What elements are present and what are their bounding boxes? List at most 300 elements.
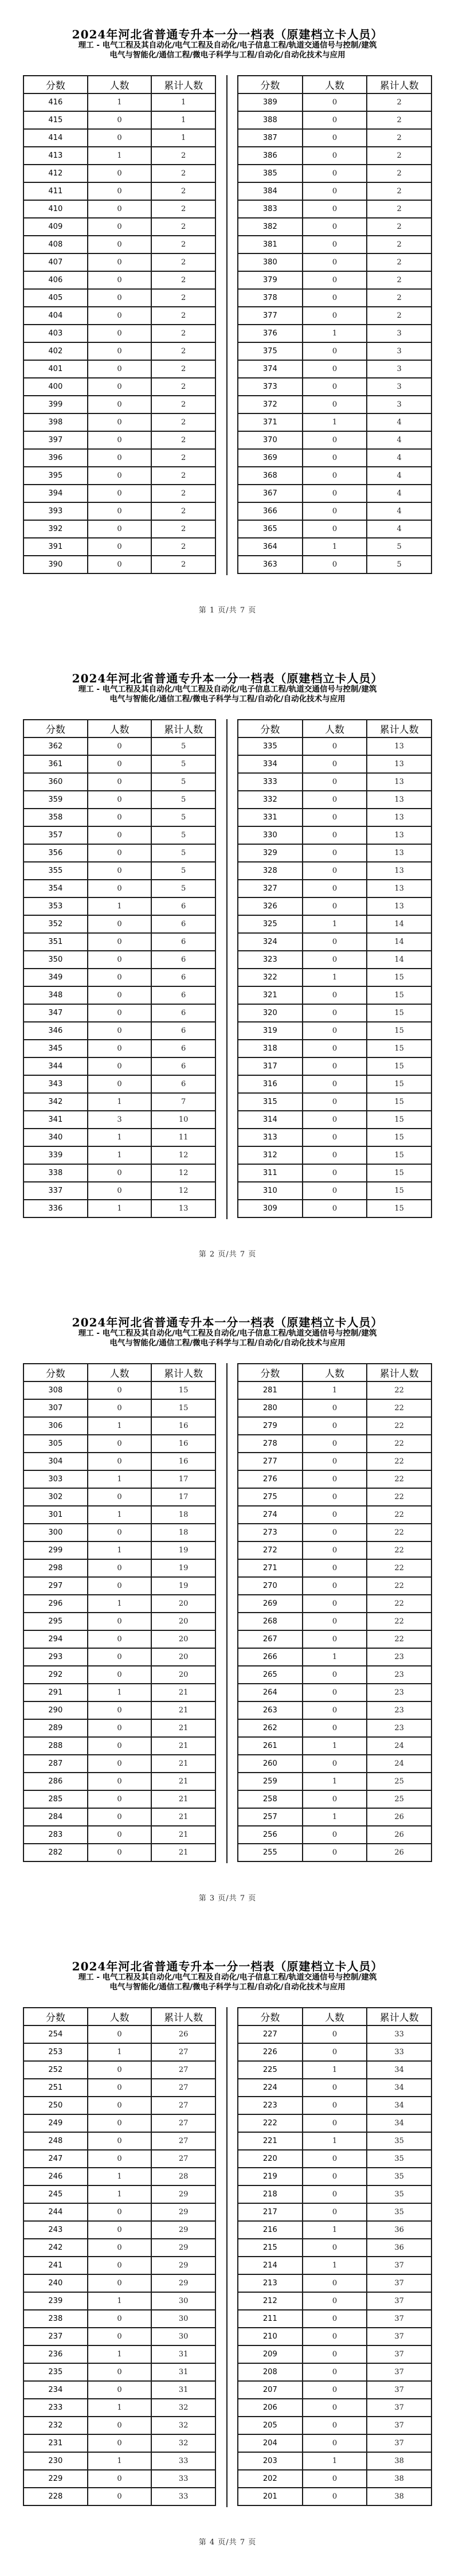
count-cell: 0: [303, 1093, 367, 1111]
score-cell: 299: [23, 1541, 88, 1559]
table-row: [23, 129, 215, 147]
table-row: [23, 2417, 215, 2434]
cumulative-cell: 5: [151, 880, 215, 897]
score-cell: 306: [23, 1417, 88, 1435]
count-cell: 0: [88, 1453, 152, 1470]
cumulative-cell: 6: [151, 1040, 215, 1057]
count-cell: 0: [303, 1488, 367, 1506]
cumulative-cell: 15: [367, 1129, 432, 1146]
header-row: [238, 720, 432, 737]
cumulative-cell: 4: [367, 485, 432, 502]
count-cell: 0: [88, 538, 152, 556]
cumulative-cell: 35: [367, 2132, 432, 2150]
cumulative-cell: 26: [151, 2025, 215, 2043]
score-cell: 316: [238, 1075, 303, 1093]
score-cell: 379: [238, 271, 303, 289]
count-cell: 0: [303, 1666, 367, 1684]
count-cell: 0: [88, 755, 152, 773]
count-cell: 1: [303, 325, 367, 342]
score-cell: 354: [23, 880, 88, 897]
col-header-cumulative: 累计人数: [151, 720, 215, 737]
count-cell: 0: [303, 2399, 367, 2417]
table-row: [23, 1146, 215, 1164]
table-row: [23, 773, 215, 791]
table-row: [23, 182, 215, 200]
score-cell: 375: [238, 342, 303, 360]
doc-subtitle-line2: 电气与智能化/通信工程/微电子科学与工程/自动化/自动化技术与应用: [109, 694, 346, 704]
table-row: [238, 1129, 432, 1146]
score-cell: 380: [238, 253, 303, 271]
cumulative-cell: 22: [367, 1435, 432, 1453]
table-divider: [226, 2007, 227, 2507]
table-row: [23, 755, 215, 773]
score-table-left: [23, 1363, 216, 1862]
score-cell: 290: [23, 1701, 88, 1719]
table-row: [23, 2114, 215, 2132]
count-cell: 1: [88, 2452, 152, 2470]
count-cell: 0: [303, 467, 367, 485]
table-row: [23, 1200, 215, 1217]
table-row: [238, 2061, 432, 2079]
table-row: [238, 969, 432, 986]
count-cell: 0: [303, 755, 367, 773]
page-footer: 第 1 页/共 7 页: [198, 606, 257, 615]
score-cell: 274: [238, 1506, 303, 1524]
table-row: [238, 1040, 432, 1057]
score-cell: 406: [23, 271, 88, 289]
col-header-count: 人数: [88, 2008, 152, 2025]
table-row: [238, 502, 432, 520]
col-header-count: 人数: [88, 1364, 152, 1381]
score-cell: 278: [238, 1435, 303, 1453]
table-row: [23, 236, 215, 253]
cumulative-cell: 21: [151, 1808, 215, 1826]
score-cell: 208: [238, 2363, 303, 2381]
table-row: [23, 449, 215, 467]
table-row: [238, 342, 432, 360]
cumulative-cell: 38: [367, 2488, 432, 2505]
table-row: [23, 2025, 215, 2043]
table-row: [238, 1093, 432, 1111]
table-row: [23, 1701, 215, 1719]
page-2: [0, 644, 455, 1288]
count-cell: 0: [88, 880, 152, 897]
score-cell: 268: [238, 1613, 303, 1630]
table-row: [238, 1417, 432, 1435]
score-cell: 219: [238, 2168, 303, 2185]
score-cell: 344: [23, 1057, 88, 1075]
count-cell: 0: [88, 1075, 152, 1093]
col-header-count: 人数: [303, 76, 367, 93]
count-cell: 0: [303, 147, 367, 165]
score-cell: 412: [23, 165, 88, 182]
count-cell: 0: [303, 1129, 367, 1146]
score-cell: 289: [23, 1719, 88, 1737]
table-row: [23, 111, 215, 129]
score-cell: 353: [23, 897, 88, 915]
table-row: [238, 2203, 432, 2221]
score-cell: 325: [238, 915, 303, 933]
count-cell: 1: [88, 1146, 152, 1164]
count-cell: 0: [303, 1559, 367, 1577]
table-row: [238, 1399, 432, 1417]
cumulative-cell: 11: [151, 1129, 215, 1146]
count-cell: 0: [88, 218, 152, 236]
score-cell: 314: [238, 1111, 303, 1129]
table-divider: [226, 719, 227, 1219]
count-cell: 0: [303, 2203, 367, 2221]
doc-subtitle-line1: 理工 - 电气工程及其自动化/电气工程及自动化/电子信息工程/轨道交通信号与控制/建筑: [78, 41, 377, 50]
table-row: [23, 467, 215, 485]
table-row: [23, 2150, 215, 2168]
score-cell: 414: [23, 129, 88, 147]
score-cell: 213: [238, 2274, 303, 2292]
count-cell: 0: [303, 1057, 367, 1075]
count-cell: 0: [88, 236, 152, 253]
table-row: [23, 538, 215, 556]
cumulative-cell: 37: [367, 2417, 432, 2434]
score-table-left: [23, 75, 216, 574]
score-cell: 287: [23, 1755, 88, 1773]
count-cell: 0: [88, 182, 152, 200]
score-table-left: [23, 719, 216, 1218]
table-row: [238, 844, 432, 862]
cumulative-cell: 6: [151, 1022, 215, 1040]
score-cell: 281: [238, 1381, 303, 1399]
count-cell: 0: [88, 1613, 152, 1630]
table-row: [23, 1453, 215, 1470]
cumulative-cell: 36: [367, 2221, 432, 2239]
page-3: [0, 1288, 455, 1932]
score-cell: 231: [23, 2434, 88, 2452]
cumulative-cell: 23: [367, 1648, 432, 1666]
table-row: [238, 2274, 432, 2292]
cumulative-cell: 29: [151, 2203, 215, 2221]
table-row: [23, 969, 215, 986]
score-cell: 291: [23, 1684, 88, 1701]
cumulative-cell: 2: [367, 271, 432, 289]
table-row: [23, 1022, 215, 1040]
count-cell: 0: [303, 1541, 367, 1559]
table-row: [238, 538, 432, 556]
cumulative-cell: 21: [151, 1790, 215, 1808]
table-row: [23, 791, 215, 809]
count-cell: 0: [303, 1577, 367, 1595]
table-row: [238, 1613, 432, 1630]
cumulative-cell: 13: [367, 737, 432, 755]
score-cell: 300: [23, 1524, 88, 1541]
cumulative-cell: 20: [151, 1613, 215, 1630]
table-row: [238, 396, 432, 413]
score-cell: 206: [238, 2399, 303, 2417]
score-cell: 377: [238, 307, 303, 325]
count-cell: 0: [88, 1790, 152, 1808]
score-cell: 297: [23, 1577, 88, 1595]
score-cell: 315: [238, 1093, 303, 1111]
score-cell: 386: [238, 147, 303, 165]
count-cell: 0: [303, 2168, 367, 2185]
cumulative-cell: 35: [367, 2185, 432, 2203]
count-cell: 0: [88, 2434, 152, 2452]
doc-title: 2024年河北省普通专升本一分一档表（原建档立卡人员）: [72, 672, 383, 685]
table-row: [23, 1417, 215, 1435]
count-cell: 0: [303, 1701, 367, 1719]
score-cell: 402: [23, 342, 88, 360]
score-cell: 253: [23, 2043, 88, 2061]
cumulative-cell: 3: [367, 396, 432, 413]
count-cell: 0: [88, 289, 152, 307]
count-cell: 0: [88, 502, 152, 520]
score-cell: 400: [23, 378, 88, 396]
cumulative-cell: 31: [151, 2345, 215, 2363]
cumulative-cell: 4: [367, 413, 432, 431]
cumulative-cell: 4: [367, 502, 432, 520]
table-row: [238, 129, 432, 147]
score-cell: 350: [23, 951, 88, 969]
score-cell: 212: [238, 2292, 303, 2310]
score-cell: 307: [23, 1399, 88, 1417]
count-cell: 0: [88, 1040, 152, 1057]
count-cell: 0: [88, 1164, 152, 1182]
score-cell: 240: [23, 2274, 88, 2292]
table-row: [23, 2168, 215, 2185]
cumulative-cell: 21: [151, 1773, 215, 1790]
cumulative-cell: 37: [367, 2363, 432, 2381]
header-row: [238, 2008, 432, 2025]
score-cell: 374: [238, 360, 303, 378]
cumulative-cell: 6: [151, 1004, 215, 1022]
table-row: [23, 1075, 215, 1093]
table-row: [238, 1648, 432, 1666]
table-row: [23, 862, 215, 880]
cumulative-cell: 1: [151, 129, 215, 147]
count-cell: 0: [88, 111, 152, 129]
doc-subtitle-line2: 电气与智能化/通信工程/微电子科学与工程/自动化/自动化技术与应用: [109, 1982, 346, 1992]
cumulative-cell: 2: [151, 467, 215, 485]
cumulative-cell: 27: [151, 2097, 215, 2114]
count-cell: 0: [88, 431, 152, 449]
cumulative-cell: 23: [367, 1701, 432, 1719]
count-cell: 0: [88, 2079, 152, 2097]
score-cell: 305: [23, 1435, 88, 1453]
score-cell: 286: [23, 1773, 88, 1790]
score-cell: 228: [23, 2488, 88, 2505]
score-cell: 266: [238, 1648, 303, 1666]
cumulative-cell: 20: [151, 1630, 215, 1648]
table-row: [238, 236, 432, 253]
table-row: [238, 413, 432, 431]
count-cell: 1: [88, 897, 152, 915]
table-row: [23, 1737, 215, 1755]
count-cell: 0: [88, 342, 152, 360]
table-row: [238, 2114, 432, 2132]
count-cell: 1: [303, 2221, 367, 2239]
cumulative-cell: 2: [151, 200, 215, 218]
score-cell: 357: [23, 826, 88, 844]
table-row: [23, 2274, 215, 2292]
cumulative-cell: 34: [367, 2114, 432, 2132]
count-cell: 0: [303, 2043, 367, 2061]
count-cell: 0: [303, 897, 367, 915]
col-header-count: 人数: [88, 76, 152, 93]
count-cell: 0: [88, 1399, 152, 1417]
score-cell: 201: [238, 2488, 303, 2505]
cumulative-cell: 6: [151, 986, 215, 1004]
table-row: [23, 218, 215, 236]
cumulative-cell: 23: [367, 1684, 432, 1701]
count-cell: 0: [303, 1595, 367, 1613]
table-row: [23, 1435, 215, 1453]
cumulative-cell: 22: [367, 1453, 432, 1470]
table-row: [23, 1040, 215, 1057]
count-cell: 0: [303, 1826, 367, 1844]
cumulative-cell: 35: [367, 2150, 432, 2168]
count-cell: 0: [303, 396, 367, 413]
score-cell: 341: [23, 1111, 88, 1129]
cumulative-cell: 5: [367, 556, 432, 573]
table-row: [23, 2061, 215, 2079]
cumulative-cell: 12: [151, 1164, 215, 1182]
col-header-score: 分数: [238, 2008, 303, 2025]
cumulative-cell: 2: [367, 200, 432, 218]
count-cell: 0: [303, 1524, 367, 1541]
score-cell: 233: [23, 2399, 88, 2417]
cumulative-cell: 2: [151, 556, 215, 573]
cumulative-cell: 24: [367, 1737, 432, 1755]
table-row: [238, 307, 432, 325]
cumulative-cell: 27: [151, 2061, 215, 2079]
table-row: [238, 2452, 432, 2470]
col-header-score: 分数: [238, 76, 303, 93]
score-cell: 271: [238, 1559, 303, 1577]
score-cell: 397: [23, 431, 88, 449]
score-cell: 327: [238, 880, 303, 897]
cumulative-cell: 32: [151, 2417, 215, 2434]
count-cell: 1: [303, 2257, 367, 2274]
cumulative-cell: 13: [367, 755, 432, 773]
cumulative-cell: 15: [367, 986, 432, 1004]
count-cell: 0: [88, 1701, 152, 1719]
count-cell: 1: [303, 1648, 367, 1666]
score-cell: 204: [238, 2434, 303, 2452]
count-cell: 0: [88, 2097, 152, 2114]
cumulative-cell: 34: [367, 2079, 432, 2097]
score-cell: 323: [238, 951, 303, 969]
cumulative-cell: 5: [151, 755, 215, 773]
table-row: [238, 1022, 432, 1040]
cumulative-cell: 36: [367, 2239, 432, 2257]
cumulative-cell: 15: [367, 1182, 432, 1200]
col-header-score: 分数: [238, 1364, 303, 1381]
score-cell: 385: [238, 165, 303, 182]
cumulative-cell: 27: [151, 2132, 215, 2150]
score-cell: 340: [23, 1129, 88, 1146]
cumulative-cell: 1: [151, 111, 215, 129]
count-cell: 0: [303, 2185, 367, 2203]
cumulative-cell: 21: [151, 1719, 215, 1737]
count-cell: 0: [88, 2203, 152, 2221]
table-row: [23, 1488, 215, 1506]
score-cell: 398: [23, 413, 88, 431]
score-cell: 209: [238, 2345, 303, 2363]
table-row: [23, 307, 215, 325]
score-cell: 373: [238, 378, 303, 396]
count-cell: 0: [303, 2488, 367, 2505]
cumulative-cell: 2: [151, 253, 215, 271]
table-row: [238, 520, 432, 538]
cumulative-cell: 13: [367, 791, 432, 809]
table-row: [23, 1093, 215, 1111]
count-cell: 0: [303, 1435, 367, 1453]
table-divider: [226, 75, 227, 575]
doc-title: 2024年河北省普通专升本一分一档表（原建档立卡人员）: [72, 1960, 383, 1973]
table-row: [23, 1470, 215, 1488]
score-cell: 285: [23, 1790, 88, 1808]
cumulative-cell: 34: [367, 2061, 432, 2079]
table-row: [23, 1164, 215, 1182]
score-cell: 237: [23, 2328, 88, 2345]
score-cell: 215: [238, 2239, 303, 2257]
score-cell: 319: [238, 1022, 303, 1040]
count-cell: 1: [303, 1381, 367, 1399]
cumulative-cell: 37: [367, 2328, 432, 2345]
table-row: [238, 218, 432, 236]
count-cell: 0: [88, 951, 152, 969]
score-cell: 279: [238, 1417, 303, 1435]
table-row: [23, 1719, 215, 1737]
cumulative-cell: 27: [151, 2150, 215, 2168]
count-cell: 0: [303, 307, 367, 325]
count-cell: 0: [88, 360, 152, 378]
count-cell: 0: [88, 969, 152, 986]
table-row: [238, 378, 432, 396]
cumulative-cell: 6: [151, 969, 215, 986]
score-cell: 310: [238, 1182, 303, 1200]
count-cell: 0: [88, 1630, 152, 1648]
cumulative-cell: 18: [151, 1524, 215, 1541]
cumulative-cell: 2: [151, 271, 215, 289]
score-cell: 227: [238, 2025, 303, 2043]
cumulative-cell: 6: [151, 1075, 215, 1093]
count-cell: 0: [303, 1111, 367, 1129]
count-cell: 0: [88, 1808, 152, 1826]
score-cell: 256: [238, 1826, 303, 1844]
table-row: [23, 2363, 215, 2381]
table-row: [238, 485, 432, 502]
col-header-cumulative: 累计人数: [151, 76, 215, 93]
count-cell: 0: [303, 1684, 367, 1701]
score-cell: 372: [238, 396, 303, 413]
score-cell: 416: [23, 93, 88, 111]
cumulative-cell: 15: [367, 969, 432, 986]
count-cell: 1: [303, 2132, 367, 2150]
col-header-score: 分数: [23, 720, 88, 737]
count-cell: 0: [88, 1435, 152, 1453]
score-cell: 282: [23, 1844, 88, 1861]
score-cell: 320: [238, 1004, 303, 1022]
cumulative-cell: 2: [151, 502, 215, 520]
score-cell: 294: [23, 1630, 88, 1648]
score-table-right: [237, 719, 432, 1218]
cumulative-cell: 2: [151, 236, 215, 253]
score-cell: 393: [23, 502, 88, 520]
col-header-cumulative: 累计人数: [367, 2008, 432, 2025]
table-row: [238, 1755, 432, 1773]
table-divider: [226, 1363, 227, 1863]
cumulative-cell: 5: [151, 826, 215, 844]
count-cell: 0: [303, 1630, 367, 1648]
score-cell: 408: [23, 236, 88, 253]
